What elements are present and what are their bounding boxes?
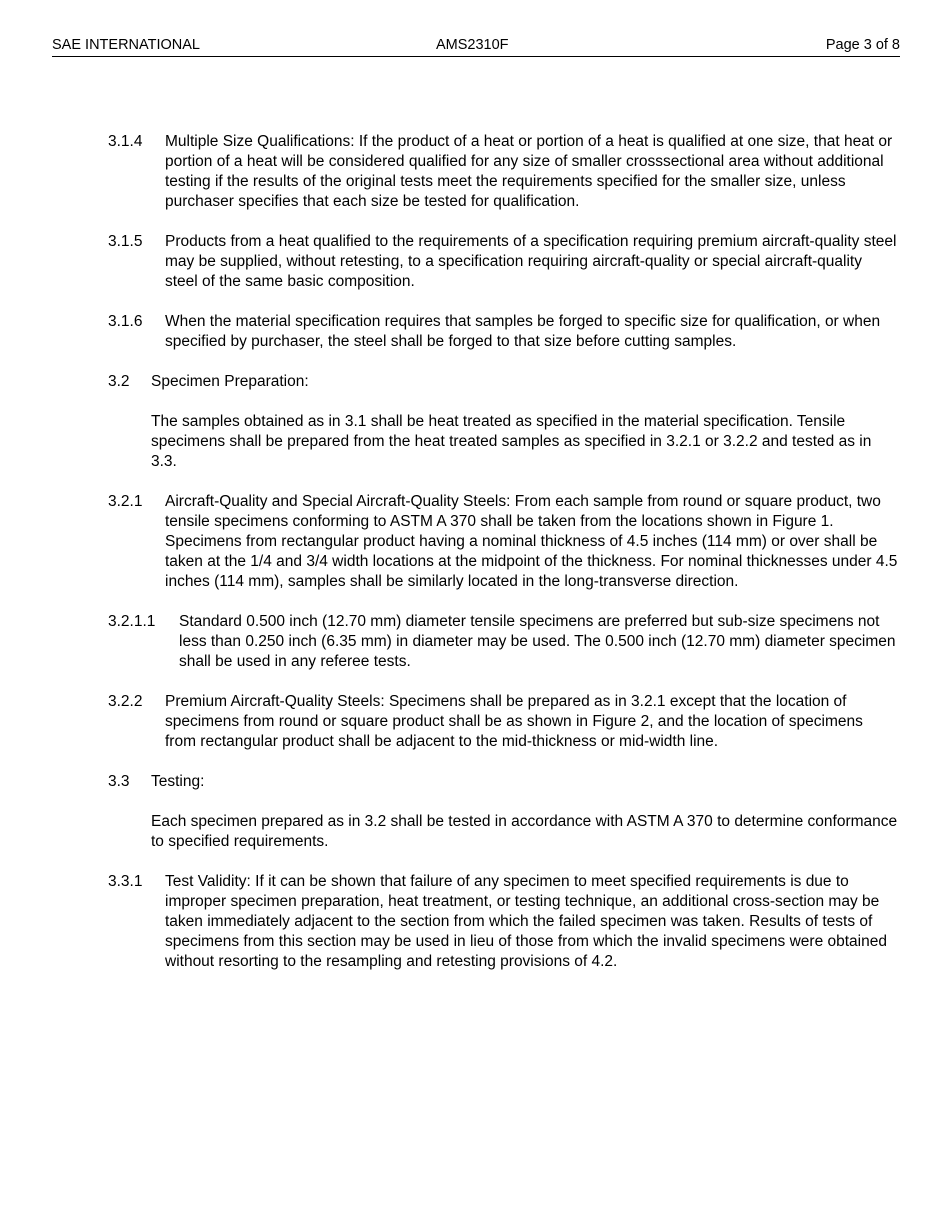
section-text: Products from a heat qualified to the requirements of a specification requiring premium aircraft-quality steel may be supplied, without retesting, to a specification requiring aircraft-quality or special aircraft-quality steel of the same basic composition. bbox=[165, 233, 897, 290]
section-number: 3.1.5 bbox=[108, 233, 143, 250]
section-text: Standard 0.500 inch (12.70 mm) diameter tensile specimens are preferred but sub-size specimens not less than 0.250 inch (6.35 mm) in diameter may be used. The 0.500 inch (12.70 mm) diameter specimen shall be used in any referee tests. bbox=[179, 613, 896, 670]
section-number: 3.2.1 bbox=[108, 493, 143, 510]
section-3-2-2 bbox=[108, 692, 898, 752]
section-3-1-6 bbox=[108, 312, 898, 352]
section-3-3-heading bbox=[108, 772, 898, 792]
document-body bbox=[108, 132, 898, 992]
section-number: 3.1.6 bbox=[108, 313, 143, 330]
section-3-3-text bbox=[108, 812, 898, 852]
section-3-2-text bbox=[108, 412, 898, 472]
section-3-1-5 bbox=[108, 232, 898, 292]
section-number: 3.2.2 bbox=[108, 693, 143, 710]
section-number: 3.1.4 bbox=[108, 133, 143, 150]
section-3-2-1 bbox=[108, 492, 898, 592]
section-text: Multiple Size Qualifications: If the product of a heat or portion of a heat is qualified at one size, that heat or portion of a heat will be considered qualified for any size of smaller crosssectional area without additional testing if the results of the original tests meet the requirements specified for the smaller size, unless purchaser specifies that each size be tested for qualification. bbox=[165, 133, 893, 210]
section-text: Test Validity: If it can be shown that failure of any specimen to meet specified requirements is due to improper specimen preparation, heat treatment, or testing technique, an additional cross-section may be taken immediately adjacent to the section from which the failed specimen was taken. Results of tests of specimens from this section may be used in lieu of those from which the invalid specimens were obtained without resorting to the resampling and retesting provisions of 4.2. bbox=[165, 873, 887, 970]
section-title: Specimen Preparation: bbox=[151, 373, 309, 390]
section-text: Aircraft-Quality and Special Aircraft-Quality Steels: From each sample from round or square product, two tensile specimens conforming to ASTM A 370 shall be taken from the locations shown in Figure 1. Specimens from rectangular product having a nominal thickness of 4.5 inches (114 mm) or over shall be taken at the 1/4 and 3/4 width locations at the midpoint of the thickness. For nominal thicknesses under 4.5 inches (114 mm), samples shall be similarly located in the long-transverse direction. bbox=[165, 493, 898, 590]
section-number: 3.3 bbox=[108, 773, 130, 790]
section-3-2-heading bbox=[108, 372, 898, 392]
header-page-number: Page 3 of 8 bbox=[825, 37, 900, 53]
header-document-id: AMS2310F bbox=[436, 37, 509, 53]
section-3-2-1-1 bbox=[108, 612, 898, 672]
section-text: Premium Aircraft-Quality Steels: Specimens shall be prepared as in 3.2.1 except that the location of specimens from round or square product shall be as shown in Figure 2, and the location of specimens from rectangular product shall be adjacent to the mid-thickness or mid-width line. bbox=[165, 693, 863, 750]
page-header bbox=[52, 36, 900, 57]
section-number: 3.3.1 bbox=[108, 873, 143, 890]
section-3-1-4 bbox=[108, 132, 898, 212]
section-3-3-1 bbox=[108, 872, 898, 972]
section-title: Testing: bbox=[151, 773, 205, 790]
section-text: The samples obtained as in 3.1 shall be heat treated as specified in the material specification. Tensile specimens shall be prepared from the heat treated samples as specified in 3.2.1 or 3.2.2 and tested as in 3.3. bbox=[151, 413, 872, 470]
section-number: 3.2 bbox=[108, 373, 130, 390]
header-organization: SAE INTERNATIONAL bbox=[52, 37, 200, 53]
section-text: Each specimen prepared as in 3.2 shall be tested in accordance with ASTM A 370 to determine conformance to specified requirements. bbox=[151, 813, 898, 850]
section-number: 3.2.1.1 bbox=[108, 613, 156, 630]
section-text: When the material specification requires that samples be forged to specific size for qualification, or when specified by purchaser, the steel shall be forged to that size before cutting samples. bbox=[165, 313, 881, 350]
